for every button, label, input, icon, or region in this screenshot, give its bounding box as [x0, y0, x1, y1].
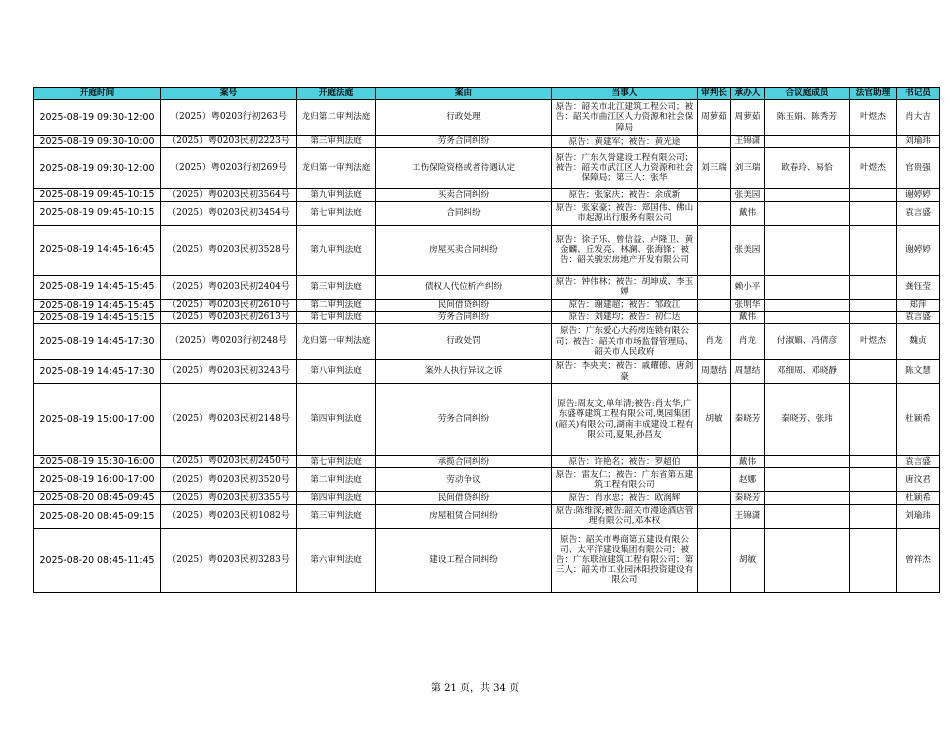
header-parties: 当事人 — [552, 88, 698, 100]
cell-clerk: 肖大吉 — [897, 100, 940, 136]
cell-presiding-judge — [698, 201, 731, 225]
cell-case-number: （2025）粤0203行初263号 — [161, 100, 297, 136]
cell-cause: 房屋买卖合同纠纷 — [376, 225, 552, 275]
cell-judge-assistant: 叶煜杰 — [850, 324, 897, 360]
cell-parties: 原告:周友文,单年清;被告:肖太华,广东盛尊建筑工程有限公司,奥园集团(韶关)有限公司,湖南丰成建设工程有限公司,夏果,孙昌友 — [552, 384, 698, 456]
cell-presiding-judge — [698, 225, 731, 275]
cell-panel-members: 陈玉娟、陈秀芳 — [765, 100, 850, 136]
cell-panel-members — [765, 275, 850, 299]
cell-panel-members — [765, 136, 850, 148]
cell-parties: 原告：谢建超；被告：邹政江 — [552, 299, 698, 311]
cell-handler: 戴伟 — [731, 456, 765, 468]
cell-cause: 债权人代位析产纠纷 — [376, 275, 552, 299]
cell-judge-assistant — [850, 360, 897, 384]
cell-parties: 原告：广东久誉建设工程有限公司；被告：韶关市武江区人力资源和社会保障局；第三人：张华 — [552, 148, 698, 189]
cell-cause: 劳务合同纠纷 — [376, 136, 552, 148]
cell-judge-assistant: 叶煜杰 — [850, 100, 897, 136]
cell-hearing-time: 2025-08-19 09:30-12:00 — [34, 100, 161, 136]
header-hearing-time: 开庭时间 — [34, 88, 161, 100]
cell-handler: 赵娜 — [731, 468, 765, 492]
cell-handler: 张明华 — [731, 299, 765, 311]
cell-hearing-time: 2025-08-19 14:45-16:45 — [34, 225, 161, 275]
cell-case-number: （2025）粤0203民初2223号 — [161, 136, 297, 148]
cell-case-number: （2025）粤0203民初3564号 — [161, 189, 297, 201]
cell-presiding-judge: 肖龙 — [698, 324, 731, 360]
cell-cause: 房屋租赁合同纠纷 — [376, 504, 552, 528]
cell-handler: 胡敏 — [731, 528, 765, 592]
cell-courtroom: 第二审判法庭 — [297, 299, 376, 311]
cell-handler: 周萝茹 — [731, 100, 765, 136]
cell-panel-members — [765, 528, 850, 592]
header-presiding-judge: 审判长 — [698, 88, 731, 100]
cell-case-number: （2025）粤0203民初2148号 — [161, 384, 297, 456]
cell-parties: 原告：徐子乐、曾信益、卢隆卫、黄金麟、丘发亮、林澜、张海锋；被告：韶关骏宏房地产开发有限公司 — [552, 225, 698, 275]
cell-presiding-judge — [698, 275, 731, 299]
cell-case-number: （2025）粤0203行初248号 — [161, 324, 297, 360]
header-case-number: 案号 — [161, 88, 297, 100]
header-handler: 承办人 — [731, 88, 765, 100]
cell-parties: 原告：李央夹；被告：戚耀德、唐剑豪 — [552, 360, 698, 384]
cell-presiding-judge — [698, 456, 731, 468]
cell-hearing-time: 2025-08-20 08:45-09:45 — [34, 492, 161, 504]
cell-clerk: 刘瑜玮 — [897, 504, 940, 528]
cell-panel-members — [765, 225, 850, 275]
cell-courtroom: 龙归第二审判法庭 — [297, 100, 376, 136]
cell-judge-assistant — [850, 275, 897, 299]
table-row — [34, 136, 940, 148]
cell-handler: 秦晓芳 — [731, 384, 765, 456]
hearing-schedule-table — [33, 87, 940, 593]
cell-parties: 原告：韶关市粤商第五建设有限公司、太平洋建设集团有限公司；被告：广东联渲建筑工程有限公司；第三人：韶关市工业园沐阳投资建设有限公司 — [552, 528, 698, 592]
table-row — [34, 492, 940, 504]
cell-presiding-judge — [698, 492, 731, 504]
cell-clerk: 官贵强 — [897, 148, 940, 189]
cell-handler: 秦晓芳 — [731, 492, 765, 504]
cell-judge-assistant — [850, 136, 897, 148]
cell-hearing-time: 2025-08-20 08:45-09:15 — [34, 504, 161, 528]
cell-hearing-time: 2025-08-19 09:45-10:15 — [34, 189, 161, 201]
cell-handler: 王锦潇 — [731, 136, 765, 148]
cell-clerk: 杜颖希 — [897, 492, 940, 504]
cell-judge-assistant — [850, 468, 897, 492]
cell-courtroom: 第七审判法庭 — [297, 311, 376, 323]
cell-presiding-judge — [698, 299, 731, 311]
cell-parties: 原告：刘建均；被告：初仁达 — [552, 311, 698, 323]
cell-cause: 劳务合同纠纷 — [376, 311, 552, 323]
cell-clerk: 袁言盛 — [897, 201, 940, 225]
cell-hearing-time: 2025-08-19 09:30-10:00 — [34, 136, 161, 148]
cell-hearing-time: 2025-08-19 09:30-12:00 — [34, 148, 161, 189]
cell-case-number: （2025）粤0203民初3528号 — [161, 225, 297, 275]
cell-courtroom: 第七审判法庭 — [297, 456, 376, 468]
cell-presiding-judge — [698, 136, 731, 148]
cell-panel-members — [765, 201, 850, 225]
cell-handler: 肖龙 — [731, 324, 765, 360]
cell-judge-assistant — [850, 189, 897, 201]
cell-judge-assistant: 叶煜杰 — [850, 148, 897, 189]
cell-panel-members — [765, 492, 850, 504]
cell-cause: 案外人执行异议之诉 — [376, 360, 552, 384]
cell-case-number: （2025）粤0203民初2610号 — [161, 299, 297, 311]
cell-panel-members: 欧春玲、易恰 — [765, 148, 850, 189]
cell-courtroom: 第四审判法庭 — [297, 384, 376, 456]
cell-hearing-time: 2025-08-19 15:30-16:00 — [34, 456, 161, 468]
cell-panel-members: 秦晓芳、张玮 — [765, 384, 850, 456]
table-row — [34, 100, 940, 136]
cell-courtroom: 第九审判法庭 — [297, 225, 376, 275]
cell-handler: 张美园 — [731, 225, 765, 275]
table-row — [34, 311, 940, 323]
header-courtroom: 开庭法庭 — [297, 88, 376, 100]
cell-presiding-judge — [698, 528, 731, 592]
cell-case-number: （2025）粤0203行初269号 — [161, 148, 297, 189]
cell-cause: 合同纠纷 — [376, 201, 552, 225]
table-row — [34, 189, 940, 201]
cell-judge-assistant — [850, 456, 897, 468]
cell-hearing-time: 2025-08-19 09:45-10:15 — [34, 201, 161, 225]
cell-hearing-time: 2025-08-19 15:00-17:00 — [34, 384, 161, 456]
cell-hearing-time: 2025-08-19 14:45-17:30 — [34, 324, 161, 360]
cell-case-number: （2025）粤0203民初3520号 — [161, 468, 297, 492]
cell-judge-assistant — [850, 225, 897, 275]
table-row — [34, 225, 940, 275]
cell-panel-members — [765, 468, 850, 492]
table-row — [34, 360, 940, 384]
cell-presiding-judge — [698, 468, 731, 492]
cell-handler: 刘三瑞 — [731, 148, 765, 189]
cell-courtroom: 第八审判法庭 — [297, 360, 376, 384]
cell-courtroom: 第九审判法庭 — [297, 189, 376, 201]
table-header-row — [34, 88, 940, 100]
cell-case-number: （2025）粤0203民初2450号 — [161, 456, 297, 468]
cell-presiding-judge: 刘三瑞 — [698, 148, 731, 189]
cell-handler: 王锦潇 — [731, 504, 765, 528]
header-panel-members: 合议庭成员 — [765, 88, 850, 100]
cell-hearing-time: 2025-08-19 16:00-17:00 — [34, 468, 161, 492]
cell-clerk: 郑萍 — [897, 299, 940, 311]
cell-cause: 劳动争议 — [376, 468, 552, 492]
table-row — [34, 299, 940, 311]
cell-parties: 原告：广东爱心大药房连锁有限公司；被告：韶关市市场监督管理局、韶关市人民政府 — [552, 324, 698, 360]
table-row — [34, 324, 940, 360]
cell-judge-assistant — [850, 299, 897, 311]
cell-parties: 原告：肖水忠；被告：欧润辉 — [552, 492, 698, 504]
cell-clerk: 谢婷婷 — [897, 225, 940, 275]
cell-parties: 原告：韶关市北江建筑工程公司；被告：韶关市曲江区人力资源和社会保障局 — [552, 100, 698, 136]
cell-clerk: 曾祥杰 — [897, 528, 940, 592]
cell-clerk: 魏贞 — [897, 324, 940, 360]
cell-presiding-judge: 周萝茹 — [698, 100, 731, 136]
table-row — [34, 275, 940, 299]
header-cause: 案由 — [376, 88, 552, 100]
cell-case-number: （2025）粤0203民初1082号 — [161, 504, 297, 528]
cell-panel-members — [765, 299, 850, 311]
table-row — [34, 528, 940, 592]
cell-clerk: 谢婷婷 — [897, 189, 940, 201]
cell-panel-members — [765, 504, 850, 528]
cell-parties: 原告：许艳名；被告：罗超伯 — [552, 456, 698, 468]
cell-hearing-time: 2025-08-19 14:45-15:15 — [34, 311, 161, 323]
cell-cause: 民间借贷纠纷 — [376, 492, 552, 504]
cell-presiding-judge: 周慧结 — [698, 360, 731, 384]
cell-handler: 周慧结 — [731, 360, 765, 384]
cell-courtroom: 第三审判法庭 — [297, 504, 376, 528]
cell-clerk: 袁言盛 — [897, 311, 940, 323]
cell-clerk: 袁言盛 — [897, 456, 940, 468]
cell-case-number: （2025）粤0203民初3283号 — [161, 528, 297, 592]
table-row — [34, 456, 940, 468]
cell-panel-members — [765, 456, 850, 468]
cell-cause: 建设工程合同纠纷 — [376, 528, 552, 592]
cell-handler: 戴伟 — [731, 201, 765, 225]
cell-courtroom: 龙归第一审判法庭 — [297, 148, 376, 189]
cell-hearing-time: 2025-08-20 08:45-11:45 — [34, 528, 161, 592]
cell-courtroom: 第四审判法庭 — [297, 492, 376, 504]
cell-parties: 原告：张家豪；被告：郑国伟、佛山市起源出行服务有限公司 — [552, 201, 698, 225]
cell-courtroom: 第三审判法庭 — [297, 275, 376, 299]
header-judge-assistant: 法官助理 — [850, 88, 897, 100]
cell-case-number: （2025）粤0203民初2404号 — [161, 275, 297, 299]
cell-parties: 原告：黄建军；被告：黄光途 — [552, 136, 698, 148]
cell-panel-members — [765, 311, 850, 323]
cell-cause: 承揽合同纠纷 — [376, 456, 552, 468]
cell-judge-assistant — [850, 384, 897, 456]
cell-clerk: 龚钰莹 — [897, 275, 940, 299]
table-row — [34, 504, 940, 528]
cell-cause: 民间借贷纠纷 — [376, 299, 552, 311]
cell-judge-assistant — [850, 311, 897, 323]
header-clerk: 书记员 — [897, 88, 940, 100]
cell-hearing-time: 2025-08-19 14:45-15:45 — [34, 275, 161, 299]
cell-clerk: 陈文慧 — [897, 360, 940, 384]
cell-parties: 原告：钟伟林；被告：胡坤成、李玉婵 — [552, 275, 698, 299]
table-row — [34, 201, 940, 225]
cell-parties: 原告：雷友仁；被告：广东省第五建筑工程有限公司 — [552, 468, 698, 492]
cell-parties: 原告：张家庆；被告：余成新 — [552, 189, 698, 201]
cell-handler: 张美园 — [731, 189, 765, 201]
cell-case-number: （2025）粤0203民初3243号 — [161, 360, 297, 384]
cell-presiding-judge — [698, 189, 731, 201]
cell-case-number: （2025）粤0203民初3355号 — [161, 492, 297, 504]
cell-judge-assistant — [850, 528, 897, 592]
cell-hearing-time: 2025-08-19 14:45-15:45 — [34, 299, 161, 311]
cell-cause: 行政处理 — [376, 100, 552, 136]
cell-cause: 行政处罚 — [376, 324, 552, 360]
cell-cause: 劳务合同纠纷 — [376, 384, 552, 456]
cell-panel-members: 付淑媚、冯倩彦 — [765, 324, 850, 360]
cell-handler: 戴伟 — [731, 311, 765, 323]
cell-panel-members: 邓细周、邓晓静 — [765, 360, 850, 384]
table-row — [34, 148, 940, 189]
cell-handler: 赖小平 — [731, 275, 765, 299]
cell-cause: 工伤保险资格或者待遇认定 — [376, 148, 552, 189]
table-row — [34, 384, 940, 456]
cell-courtroom: 龙归第一审判法庭 — [297, 324, 376, 360]
cell-judge-assistant — [850, 492, 897, 504]
cell-presiding-judge — [698, 311, 731, 323]
cell-parties: 原告:陈维深;被告:韶关市漫途酒店管理有限公司,邓本权 — [552, 504, 698, 528]
cell-courtroom: 第三审判法庭 — [297, 136, 376, 148]
cell-presiding-judge — [698, 504, 731, 528]
cell-courtroom: 第七审判法庭 — [297, 201, 376, 225]
cell-cause: 买卖合同纠纷 — [376, 189, 552, 201]
cell-courtroom: 第六审判法庭 — [297, 528, 376, 592]
cell-panel-members — [765, 189, 850, 201]
page-footer: 第 21 页，共 34 页 — [430, 683, 520, 694]
cell-judge-assistant — [850, 504, 897, 528]
cell-judge-assistant — [850, 201, 897, 225]
table-row — [34, 468, 940, 492]
schedule-sheet — [33, 87, 931, 593]
cell-courtroom: 第二审判法庭 — [297, 468, 376, 492]
cell-clerk: 唐汶君 — [897, 468, 940, 492]
cell-clerk: 杜颖希 — [897, 384, 940, 456]
cell-hearing-time: 2025-08-19 14:45-17:30 — [34, 360, 161, 384]
cell-case-number: （2025）粤0203民初3454号 — [161, 201, 297, 225]
cell-case-number: （2025）粤0203民初2613号 — [161, 311, 297, 323]
cell-presiding-judge: 胡敏 — [698, 384, 731, 456]
cell-clerk: 刘瑜玮 — [897, 136, 940, 148]
